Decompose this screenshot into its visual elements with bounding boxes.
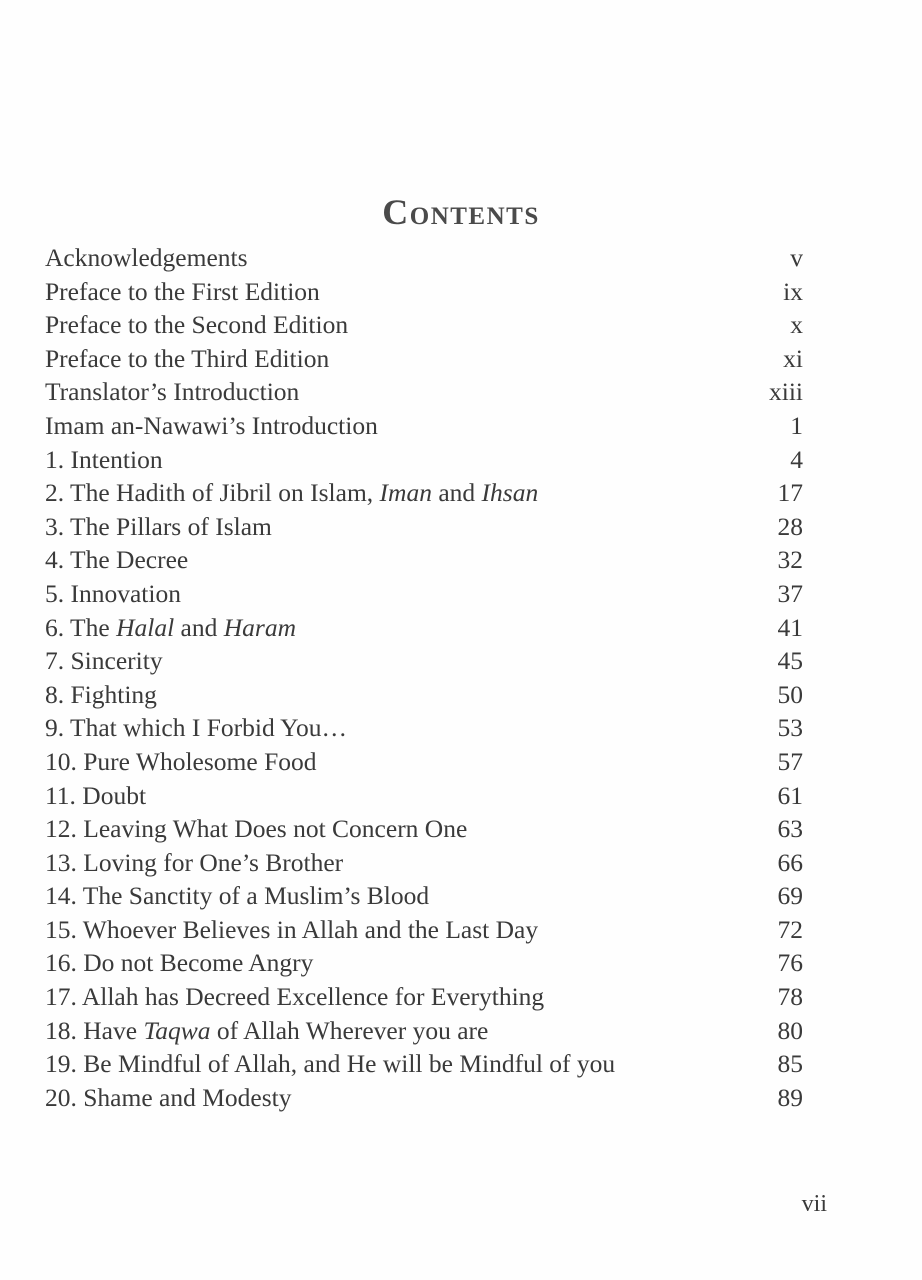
toc-entry-title-part: 5. Innovation [45,578,181,608]
toc-entry-title-part: 18. Have [45,1015,144,1045]
toc-entry-title-part: Translator’s Introduction [45,377,300,407]
toc-entry-page: 32 [777,545,803,575]
toc-entry[interactable] [45,913,803,947]
toc-entry-title-part: and [431,478,482,508]
toc-entry-title-part: 6. The [45,612,117,642]
toc-entry-page: 17 [777,478,803,508]
toc-entry[interactable] [45,409,803,443]
toc-entry-page: 61 [777,780,803,810]
page-number: vii [801,1191,827,1217]
toc-entry-title [45,980,544,1014]
toc-entry[interactable] [45,308,803,342]
toc-entry-page: 53 [777,713,803,743]
toc-entry-title [45,678,157,712]
toc-entry-title-part: 8. Fighting [45,679,157,709]
toc-entry-title [45,913,538,947]
toc-entry-page: ix [783,276,803,306]
toc-entry-title [45,510,272,544]
toc-entry-title [45,846,343,880]
toc-entry-title [45,308,348,342]
toc-entry-title-part: 10. Pure Wholesome Food [45,746,317,776]
toc-entry-title [45,611,296,645]
toc-entry-title [45,342,329,376]
toc-entry[interactable] [45,611,803,645]
toc-entry-page: 69 [777,881,803,911]
toc-entry-title [45,779,146,813]
toc-entry[interactable] [45,1047,803,1081]
toc-entry-page: 45 [777,646,803,676]
toc-entry-page: 1 [790,410,803,440]
toc-entry[interactable] [45,1081,803,1115]
toc-entry[interactable] [45,711,803,745]
toc-entry-title-italic: Ihsan [481,478,539,508]
toc-entry[interactable] [45,241,803,275]
toc-entry-page: 28 [777,511,803,541]
toc-entry[interactable] [45,812,803,846]
toc-entry-page: 66 [777,847,803,877]
toc-entry-title [45,275,320,309]
toc-entry-page: 41 [777,612,803,642]
toc-entry-title [45,1047,615,1081]
toc-entry-title-italic: Halal [116,612,175,642]
toc-entry-page: 80 [777,1015,803,1045]
toc-entry[interactable] [45,375,803,409]
toc-entry[interactable] [45,443,803,477]
toc-entry-page: xiii [768,377,803,407]
toc-entry-title [45,409,378,443]
toc-entry-page: 4 [790,444,803,474]
toc-entry-title-part: 20. Shame and Modesty [45,1082,292,1112]
toc-entry-title [45,711,347,745]
toc-entry[interactable] [45,846,803,880]
toc-entry-page: 78 [777,982,803,1012]
toc-entry-title-part: 4. The Decree [45,545,189,575]
toc-entry-page: 89 [777,1082,803,1112]
toc-entry-title [45,946,313,980]
toc-entry-title-italic: Iman [379,478,432,508]
toc-entry-title [45,644,163,678]
toc-entry[interactable] [45,543,803,577]
page-title: Contents [382,192,540,233]
toc-entry-title-part: 2. The Hadith of Jibril on Islam, [45,478,380,508]
toc-entry-title [45,745,317,779]
toc-entry[interactable] [45,946,803,980]
toc-entry-title [45,812,467,846]
toc-entry-title [45,577,181,611]
toc-entry-title [45,375,299,409]
toc-entry-title-part: 13. Loving for One’s Brother [45,847,344,877]
toc-entry[interactable] [45,476,803,510]
toc-entry-title-part: 16. Do not Become Angry [45,948,314,978]
toc-entry-title-part: 9. That which I Forbid You… [45,713,348,743]
toc-entry-title-part: 7. Sincerity [45,646,163,676]
toc-entry-page: xi [783,343,803,373]
toc-entry-title [45,543,188,577]
toc-entry-page: 72 [777,914,803,944]
toc-entry-title [45,476,538,510]
toc-entry-title-part: Preface to the Third Edition [45,343,330,373]
toc-entry-title-part: 15. Whoever Believes in Allah and the Last Day [45,914,539,944]
toc-entry[interactable] [45,779,803,813]
table-of-contents [45,241,803,1114]
toc-entry-title-part: 17. Allah has Decreed Excellence for Everything [45,982,545,1012]
toc-entry-title-part: and [174,612,224,642]
toc-entry-page: 50 [777,679,803,709]
toc-entry-title [45,879,429,913]
toc-entry-title-part: 12. Leaving What Does not Concern One [45,814,468,844]
toc-entry[interactable] [45,577,803,611]
toc-entry[interactable] [45,510,803,544]
toc-entry-title-part: Preface to the First Edition [45,276,320,306]
toc-entry-title-italic: Haram [223,612,296,642]
toc-entry-page: 57 [777,746,803,776]
toc-entry-page: v [790,243,803,272]
toc-entry-title [45,443,163,477]
toc-entry[interactable] [45,275,803,309]
toc-entry-title [45,1014,488,1048]
toc-entry-title-part: 3. The Pillars of Islam [45,511,272,541]
toc-entry-title-part: 19. Be Mindful of Allah, and He will be Mindful of you [45,1049,616,1079]
toc-entry-title [45,1081,291,1115]
toc-entry[interactable] [45,879,803,913]
toc-entry-page: 76 [777,948,803,978]
toc-entry-page: 63 [777,814,803,844]
toc-entry[interactable] [45,745,803,779]
toc-entry[interactable] [45,678,803,712]
toc-entry[interactable] [45,342,803,376]
toc-entry-title-part: Preface to the Second Edition [45,310,349,340]
toc-entry-title-part: Imam an-Nawawi’s Introduction [45,410,378,440]
toc-entry-title-italic: Taqwa [143,1015,211,1045]
toc-entry-title-part: of Allah Wherever you are [210,1015,489,1045]
toc-entry-page: x [790,310,803,340]
toc-entry-title [45,241,248,275]
toc-entry-title-part: 11. Doubt [45,780,147,810]
toc-entry-title-part: 14. The Sanctity of a Muslim’s Blood [45,881,430,911]
toc-entry-title-part: 1. Intention [45,444,163,474]
toc-entry[interactable] [45,644,803,678]
toc-entry-title-part: Acknowledgements [45,243,248,272]
toc-entry[interactable] [45,980,803,1014]
toc-entry-page: 85 [777,1049,803,1079]
toc-entry-page: 37 [777,578,803,608]
toc-entry[interactable] [45,1014,803,1048]
